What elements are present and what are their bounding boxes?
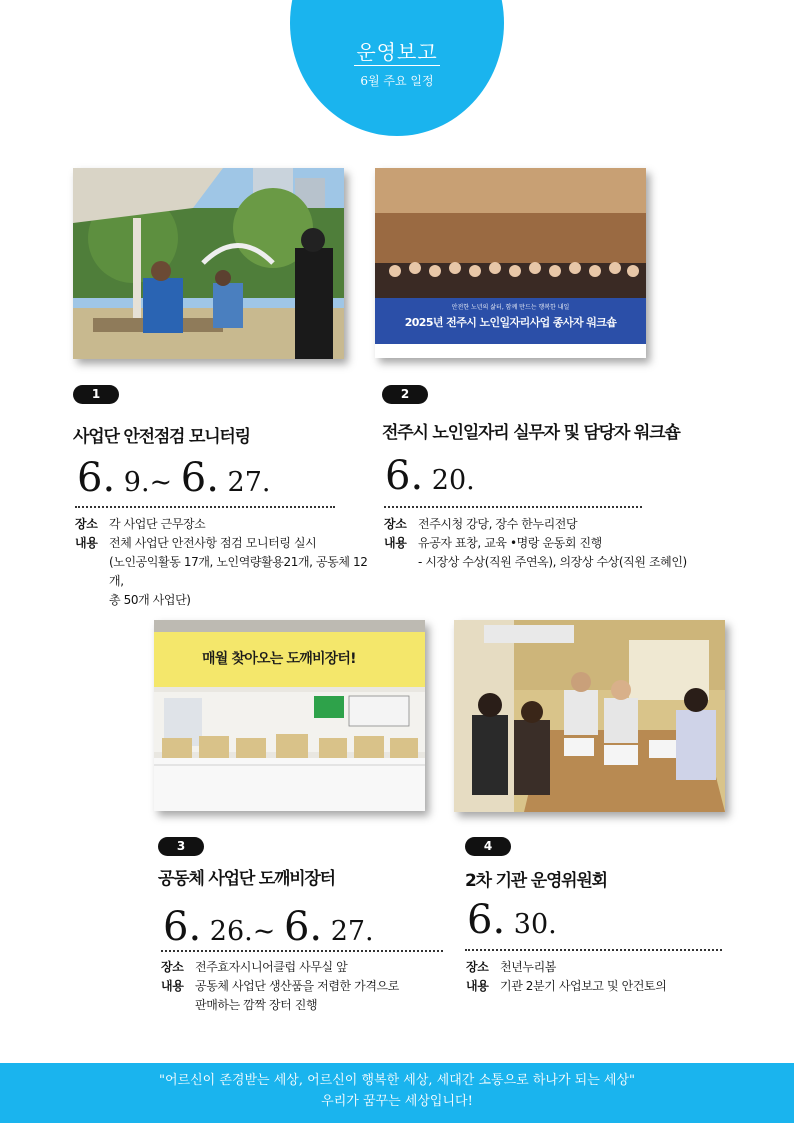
item-info: 장소 전주시청 강당, 장수 한누리전당 내용 유공자 표창, 교육 •명랑 운동회 진행 - 시장상 수상(직원 주연옥), 의장상 수상(직원 조혜인): [384, 517, 687, 569]
photo-safety-monitoring: [73, 168, 344, 359]
item-date: 6. 30.: [467, 897, 557, 943]
item-info: 장소 천년누리봄 내용 기관 2분기 사업보고 및 안건토의: [466, 960, 667, 993]
photo-banner-small: 안전한 노년의 삶터, 함께 만드는 행복한 내일: [451, 304, 570, 311]
header-circle: [290, 0, 504, 136]
item-number-badge: 4: [465, 837, 511, 856]
page-title: 운영보고: [356, 40, 438, 64]
photo-workshop: [375, 168, 646, 358]
item-date: 6. 9.~ 6. 27.: [77, 455, 271, 501]
dotted-divider: [384, 506, 642, 508]
item-date: 6. 26.~ 6. 27.: [163, 904, 374, 950]
item-number-badge: 1: [73, 385, 119, 404]
item-title: 공동체 사업단 도깨비장터: [158, 869, 335, 889]
dotted-divider: [75, 506, 335, 508]
footer-banner: [0, 1063, 794, 1123]
item-number-badge: 2: [382, 385, 428, 404]
photo-committee-meeting: [454, 620, 725, 812]
item-number-badge: 3: [158, 837, 204, 856]
photo-banner: 매월 찾아오는 도깨비장터!: [202, 651, 356, 667]
dotted-divider: [161, 950, 443, 952]
dotted-divider: [465, 949, 722, 951]
item-info: 장소 전주효자시니어클럽 사무실 앞 내용 공동체 사업단 생산품을 저렴한 가격으로 판매하는 깜짝 장터 진행: [161, 960, 399, 1012]
item-info: 장소 각 사업단 근무장소 내용 전체 사업단 안전사항 점검 모니터링 실시 (노인공익활동 17개, 노인역량활용21개, 공동체 12개, 총 50개 사업단): [75, 517, 368, 607]
footer-tagline: 우리가 꿈꾸는 세상입니다!: [321, 1094, 473, 1109]
item-date: 6. 20.: [385, 453, 475, 499]
item-title: 2차 기관 운영위원회: [465, 871, 607, 891]
photo-banner-big: 2025년 전주시 노인일자리사업 종사자 워크숍: [404, 316, 617, 329]
footer-slogan: "어르신이 존경받는 세상, 어르신이 행복한 세상, 세대간 소통으로 하나가 되는 세상": [159, 1073, 635, 1088]
photo-market: [154, 620, 425, 811]
item-title: 사업단 안전점검 모니터링: [73, 427, 250, 447]
item-title: 전주시 노인일자리 실무자 및 담당자 워크숍: [382, 423, 680, 443]
page-subtitle: 6월 주요 일정: [360, 74, 434, 88]
